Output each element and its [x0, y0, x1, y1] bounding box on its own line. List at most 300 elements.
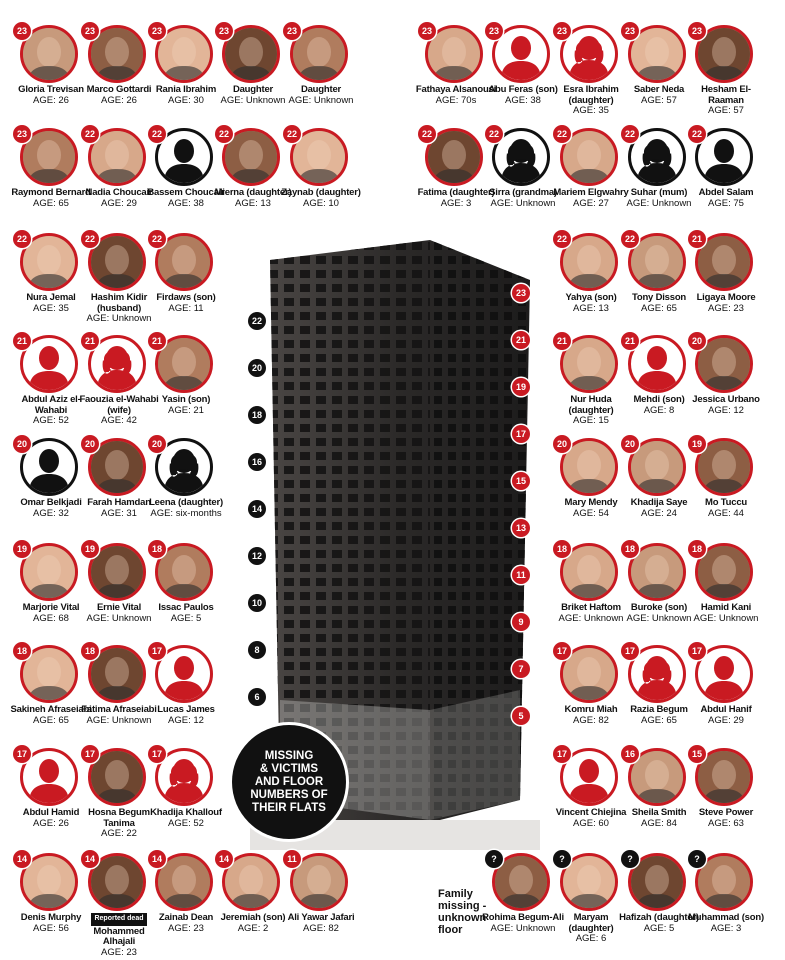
floor-badge: 18 [81, 642, 99, 660]
floor-badge: 21 [13, 332, 31, 350]
person-age: AGE: Unknown [288, 94, 354, 106]
male-silhouette-icon [23, 751, 75, 803]
person-age: AGE: 26 [33, 817, 69, 829]
person-age: AGE: 21 [168, 404, 204, 416]
unknown-floor-line: floor [438, 924, 463, 936]
floor-badge: 23 [553, 22, 571, 40]
person-age: AGE: 23 [168, 922, 204, 934]
floor-badge: 19 [688, 435, 706, 453]
portrait-photo-icon [631, 236, 683, 288]
portrait-photo-icon [158, 856, 210, 908]
person-name: Firdaws (son) [156, 292, 216, 303]
person-age: AGE: Unknown [693, 612, 759, 624]
person-age: AGE: Unknown [86, 612, 152, 624]
person-name: Mierna (daughter) [214, 187, 292, 198]
portrait-photo-icon [225, 856, 277, 908]
callout-line: AND FLOOR [254, 775, 324, 788]
person-name: Khadija Khallouf [150, 807, 222, 818]
person-name: Buroke (son) [630, 602, 688, 613]
portrait-photo-icon [23, 648, 75, 700]
person-age: AGE: 65 [641, 714, 677, 726]
person-name: Nur Huda (daughter) [568, 394, 614, 416]
tower-floor-marker: 9 [512, 613, 530, 631]
floor-badge: ? [485, 850, 503, 868]
person-age: AGE: 31 [101, 507, 137, 519]
reported-dead-tag: Reported dead [91, 913, 146, 926]
person-name: Suhar (mum) [630, 187, 688, 198]
missing-victims-callout [232, 725, 346, 839]
person-age: AGE: Unknown [86, 714, 152, 726]
floor-badge: 20 [13, 435, 31, 453]
person-name: Tony Disson [631, 292, 687, 303]
person-name: Raymond Bernard [11, 187, 91, 198]
person-label [280, 85, 362, 106]
person-name: Mariem Elgwahry [553, 187, 629, 198]
floor-badge: 14 [215, 850, 233, 868]
floor-badge: 21 [553, 332, 571, 350]
person-age: AGE: 22 [101, 828, 137, 839]
person-age: AGE: 56 [33, 922, 69, 934]
floor-badge: 21 [81, 332, 99, 350]
portrait-photo-icon [91, 441, 143, 493]
person-name: Yahya (son) [565, 292, 617, 303]
portrait-photo-icon [23, 131, 75, 183]
person-age: AGE: 13 [235, 197, 271, 209]
male-silhouette-icon [631, 338, 683, 390]
person-age: AGE: 12 [708, 404, 744, 416]
person-age: AGE: 23 [101, 946, 137, 958]
male-silhouette-icon [158, 648, 210, 700]
floor-badge: 18 [553, 540, 571, 558]
floor-badge: 20 [688, 332, 706, 350]
person-name: Jeremiah (son) [220, 912, 286, 923]
person-age: AGE: 26 [101, 94, 137, 106]
portrait-photo-icon [698, 28, 750, 80]
person-age: AGE: 63 [708, 817, 744, 829]
portrait-photo-icon [428, 28, 480, 80]
portrait-photo-icon [631, 441, 683, 493]
person-label [280, 913, 362, 934]
male-silhouette-icon [698, 131, 750, 183]
floor-badge: 16 [621, 745, 639, 763]
portrait-photo-icon [158, 338, 210, 390]
floor-badge: 20 [621, 435, 639, 453]
floor-badge: 14 [13, 850, 31, 868]
person-age: AGE: 35 [573, 105, 609, 116]
floor-badge: 23 [621, 22, 639, 40]
person-age: AGE: 82 [573, 714, 609, 726]
person-age: AGE: 26 [33, 94, 69, 106]
person-name: Zainab Dean [158, 912, 214, 923]
portrait-photo-icon [428, 131, 480, 183]
floor-badge: 23 [283, 22, 301, 40]
person-name: Abdul Hamid [22, 807, 80, 818]
male-silhouette-icon [158, 131, 210, 183]
floor-badge: 20 [148, 435, 166, 453]
person-age: AGE: 5 [170, 612, 202, 624]
floor-badge: 22 [553, 230, 571, 248]
person-name: Saber Neda [633, 84, 685, 95]
female-silhouette-icon [91, 338, 143, 390]
portrait-photo-icon [293, 28, 345, 80]
person-age: AGE: 68 [33, 612, 69, 624]
person-name: Gloria Trevisan [18, 84, 84, 95]
person-name: Faouzia el-Wahabi (wife) [79, 394, 159, 416]
portrait-photo-icon [91, 546, 143, 598]
floor-badge: 23 [485, 22, 503, 40]
portrait-photo-icon [563, 441, 615, 493]
person-age: AGE: 54 [573, 507, 609, 519]
person-name: Steve Power [698, 807, 754, 818]
person-name: Marjorie Vital [22, 602, 80, 613]
tower-floor-marker: 20 [248, 359, 266, 377]
person-name: Khadija Saye [630, 497, 688, 508]
portrait-photo-icon [158, 236, 210, 288]
floor-badge: 22 [148, 230, 166, 248]
person-name: Mary Mendy [564, 497, 618, 508]
person-age: AGE: 13 [573, 302, 609, 314]
tower-floor-marker: 17 [512, 425, 530, 443]
portrait-photo-icon [698, 441, 750, 493]
portrait-photo-icon [563, 338, 615, 390]
floor-badge: 18 [621, 540, 639, 558]
unknown-floor-line: missing - [438, 900, 487, 912]
person-label [685, 395, 767, 416]
floor-badge: 22 [621, 125, 639, 143]
tower-floor-marker: 23 [512, 284, 530, 302]
female-silhouette-icon [158, 441, 210, 493]
person-age: AGE: 2 [237, 922, 269, 934]
floor-badge: 17 [553, 745, 571, 763]
person-name: Esra Ibrahim (daughter) [563, 84, 619, 106]
person-name: Bassem Choucair [147, 187, 225, 198]
person-name: Nura Jemal [26, 292, 76, 303]
person-age: AGE: 57 [708, 105, 744, 116]
male-silhouette-icon [23, 338, 75, 390]
person-name: Mohammed Alhajali [93, 925, 145, 947]
portrait-photo-icon [225, 28, 277, 80]
person-name: Daughter [232, 84, 274, 95]
floor-badge: 23 [418, 22, 436, 40]
tower-floor-marker: 5 [512, 707, 530, 725]
floor-badge: 20 [81, 435, 99, 453]
floor-badge: 21 [621, 332, 639, 350]
person-age: AGE: 52 [33, 415, 69, 426]
tower-floor-marker: 6 [248, 688, 266, 706]
portrait-photo-icon [563, 546, 615, 598]
person-label [685, 85, 767, 117]
person-age: AGE: 60 [573, 817, 609, 829]
portrait-photo-icon [563, 856, 615, 908]
person-name: Issac Paulos [158, 602, 214, 613]
tower-floor-marker: 16 [248, 453, 266, 471]
person-age: AGE: Unknown [558, 612, 624, 624]
floor-badge: 17 [81, 745, 99, 763]
floor-badge: 20 [553, 435, 571, 453]
floor-badge: ? [553, 850, 571, 868]
person-name: Razia Begum [630, 704, 688, 715]
portrait-photo-icon [23, 856, 75, 908]
person-name: Hafizah (daughter) [619, 912, 699, 923]
male-silhouette-icon [23, 441, 75, 493]
person-name: Sirra (grandma) [489, 187, 557, 198]
floor-badge: 21 [148, 332, 166, 350]
person-name: Zaynab (daughter) [281, 187, 361, 198]
floor-badge: 15 [688, 745, 706, 763]
person-age: AGE: Unknown [220, 94, 286, 106]
person-age: AGE: 32 [33, 507, 69, 519]
tower-floor-marker: 13 [512, 519, 530, 537]
person-label [145, 603, 227, 624]
portrait-photo-icon [698, 546, 750, 598]
person-age: AGE: 38 [168, 197, 204, 209]
floor-badge: 22 [621, 230, 639, 248]
person-age: AGE: 44 [708, 507, 744, 519]
person-label [145, 498, 227, 519]
person-age: AGE: 65 [33, 197, 69, 209]
floor-badge: 17 [553, 642, 571, 660]
person-name: Fatima (daughter) [417, 187, 495, 198]
person-name: Briket Haftom [561, 602, 621, 613]
floor-badge: 22 [688, 125, 706, 143]
person-name: Abdel Salam [698, 187, 754, 198]
portrait-photo-icon [563, 236, 615, 288]
floor-badge: 23 [688, 22, 706, 40]
portrait-photo-icon [158, 546, 210, 598]
floor-badge: ? [621, 850, 639, 868]
tower-floor-marker: 22 [248, 312, 266, 330]
person-age: AGE: 65 [33, 714, 69, 726]
floor-badge: 23 [148, 22, 166, 40]
floor-badge: 19 [81, 540, 99, 558]
callout-line: NUMBERS OF [250, 788, 328, 801]
tower-floor-marker: 12 [248, 547, 266, 565]
floor-badge: 22 [553, 125, 571, 143]
person-age: AGE: 52 [168, 817, 204, 829]
person-age: AGE: 57 [641, 94, 677, 106]
portrait-photo-icon [495, 856, 547, 908]
person-name: Leena (daughter) [149, 497, 223, 508]
tower-floor-marker: 7 [512, 660, 530, 678]
person-name: Denis Murphy [20, 912, 82, 923]
person-name: Lucas James [157, 704, 215, 715]
person-age: AGE: 84 [641, 817, 677, 829]
tower-floor-marker: 14 [248, 500, 266, 518]
person-name: Abu Feras (son) [488, 84, 558, 95]
person-label [685, 603, 767, 624]
person-name: Maryam (daughter) [568, 912, 614, 934]
portrait-photo-icon [698, 236, 750, 288]
floor-badge: 22 [13, 230, 31, 248]
female-silhouette-icon [563, 28, 615, 80]
person-name: Daughter [300, 84, 342, 95]
person-name: Vincent Chiejina [555, 807, 627, 818]
person-label [685, 913, 767, 934]
floor-badge: 17 [148, 745, 166, 763]
tower-floor-marker: 18 [248, 406, 266, 424]
person-label [280, 188, 362, 209]
person-label [145, 808, 227, 829]
portrait-photo-icon [91, 648, 143, 700]
person-name: Rohima Begum-Ali [482, 912, 564, 923]
floor-badge: 17 [148, 642, 166, 660]
person-age: AGE: 82 [303, 922, 339, 934]
person-age: AGE: 38 [505, 94, 541, 106]
floor-badge: 23 [81, 22, 99, 40]
person-label [685, 498, 767, 519]
person-age: AGE: 42 [101, 415, 137, 426]
portrait-photo-icon [23, 546, 75, 598]
person-age: AGE: Unknown [626, 197, 692, 209]
person-age: AGE: Unknown [626, 612, 692, 624]
floor-badge: 23 [13, 22, 31, 40]
callout-line: THEIR FLATS [252, 801, 326, 814]
callout-line: & VICTIMS [259, 762, 319, 775]
person-age: AGE: 6 [575, 933, 607, 944]
person-name: Abdul Aziz el-Wahabi [21, 394, 81, 416]
floor-badge: 22 [283, 125, 301, 143]
floor-badge: 14 [148, 850, 166, 868]
tower-floor-marker: 11 [512, 566, 530, 584]
person-age: AGE: 65 [641, 302, 677, 314]
female-silhouette-icon [631, 131, 683, 183]
person-label [145, 705, 227, 726]
tower-floor-marker: 21 [512, 331, 530, 349]
person-age: AGE: 35 [33, 302, 69, 314]
person-name: Marco Gottardi [86, 84, 152, 95]
floor-badge: ? [688, 850, 706, 868]
male-silhouette-icon [563, 751, 615, 803]
person-label [145, 395, 227, 416]
portrait-photo-icon [563, 648, 615, 700]
person-name: Abdul Hanif [700, 704, 752, 715]
floor-badge: 21 [688, 230, 706, 248]
female-silhouette-icon [631, 648, 683, 700]
portrait-photo-icon [158, 28, 210, 80]
portrait-photo-icon [293, 856, 345, 908]
portrait-photo-icon [698, 751, 750, 803]
portrait-photo-icon [293, 131, 345, 183]
person-age: AGE: 23 [708, 302, 744, 314]
person-name: Fathaya Alsanousi [415, 84, 497, 95]
floor-badge: 11 [283, 850, 301, 868]
tower-floor-marker: 8 [248, 641, 266, 659]
tower-floor-marker: 15 [512, 472, 530, 490]
person-name: Sakineh Afraseiabi [10, 704, 92, 715]
callout-line: MISSING [264, 749, 314, 762]
person-age: AGE: 3 [440, 197, 472, 209]
floor-badge: 22 [215, 125, 233, 143]
unknown-floor-line: unknown [438, 912, 487, 924]
person-label [145, 293, 227, 314]
male-silhouette-icon [698, 648, 750, 700]
person-name: Yasin (son) [161, 394, 211, 405]
person-name: Farah Hamdan [87, 497, 151, 508]
floor-badge: 17 [621, 642, 639, 660]
floor-badge: 23 [215, 22, 233, 40]
person-name: Ali Yawar Jafari [287, 912, 355, 923]
portrait-photo-icon [698, 338, 750, 390]
floor-badge: 23 [13, 125, 31, 143]
person-name: Omar Belkjadi [20, 497, 82, 508]
person-name: Ligaya Moore [696, 292, 756, 303]
tower-floor-marker: 19 [512, 378, 530, 396]
portrait-photo-icon [631, 856, 683, 908]
person-name: Komru Miah [564, 704, 618, 715]
floor-badge: 22 [81, 125, 99, 143]
person-name: Rania Ibrahim [155, 84, 217, 95]
person-age: AGE: 5 [643, 922, 675, 934]
floor-badge: 22 [148, 125, 166, 143]
floor-badge: 19 [13, 540, 31, 558]
portrait-photo-icon [91, 236, 143, 288]
portrait-photo-icon [91, 856, 143, 908]
person-age: AGE: 3 [710, 922, 742, 934]
portrait-photo-icon [23, 236, 75, 288]
female-silhouette-icon [495, 131, 547, 183]
person-age: AGE: 11 [168, 302, 204, 314]
tower-floor-marker: 10 [248, 594, 266, 612]
unknown-floor-line: Family [438, 888, 473, 900]
person-label [685, 293, 767, 314]
person-name: Ernie Vital [96, 602, 142, 613]
portrait-photo-icon [91, 131, 143, 183]
portrait-photo-icon [631, 751, 683, 803]
floor-badge: 18 [13, 642, 31, 660]
floor-badge: 22 [81, 230, 99, 248]
person-age: AGE: Unknown [490, 197, 556, 209]
person-name: Jessica Urbano [692, 394, 760, 405]
person-age: AGE: 30 [168, 94, 204, 106]
person-name: Mehdi (son) [633, 394, 685, 405]
person-name: Fatima Afraseiabi [81, 704, 157, 715]
person-age: AGE: 27 [573, 197, 609, 209]
floor-badge: 17 [13, 745, 31, 763]
person-label [685, 188, 767, 209]
person-age: AGE: six-months [150, 507, 222, 519]
male-silhouette-icon [495, 28, 547, 80]
floor-badge: 14 [81, 850, 99, 868]
portrait-photo-icon [225, 131, 277, 183]
portrait-photo-icon [631, 28, 683, 80]
person-label [685, 705, 767, 726]
person-name: Hesham El-Raaman [701, 84, 751, 106]
portrait-photo-icon [563, 131, 615, 183]
person-label [685, 808, 767, 829]
person-name: Muhammad (son) [688, 912, 764, 923]
person-name: Hosna Begum Tanima [88, 807, 150, 829]
person-name: Hashim Kidir (husband) [90, 292, 148, 314]
person-age: AGE: 24 [641, 507, 677, 519]
female-silhouette-icon [158, 751, 210, 803]
person-name: Sheila Smith [631, 807, 687, 818]
floor-badge: 18 [688, 540, 706, 558]
person-age: AGE: 29 [101, 197, 137, 209]
person-name: Mo Tuccu [704, 497, 748, 508]
person-age: AGE: 15 [573, 415, 609, 426]
portrait-photo-icon [91, 751, 143, 803]
portrait-photo-icon [631, 546, 683, 598]
portrait-photo-icon [23, 28, 75, 80]
portrait-photo-icon [91, 28, 143, 80]
floor-badge: 22 [485, 125, 503, 143]
person-age: AGE: 29 [708, 714, 744, 726]
floor-badge: 18 [148, 540, 166, 558]
person-name: Nadia Choucair [85, 187, 153, 198]
person-age: AGE: Unknown [86, 313, 152, 324]
person-age: AGE: 12 [168, 714, 204, 726]
person-name: Hamid Kani [700, 602, 752, 613]
